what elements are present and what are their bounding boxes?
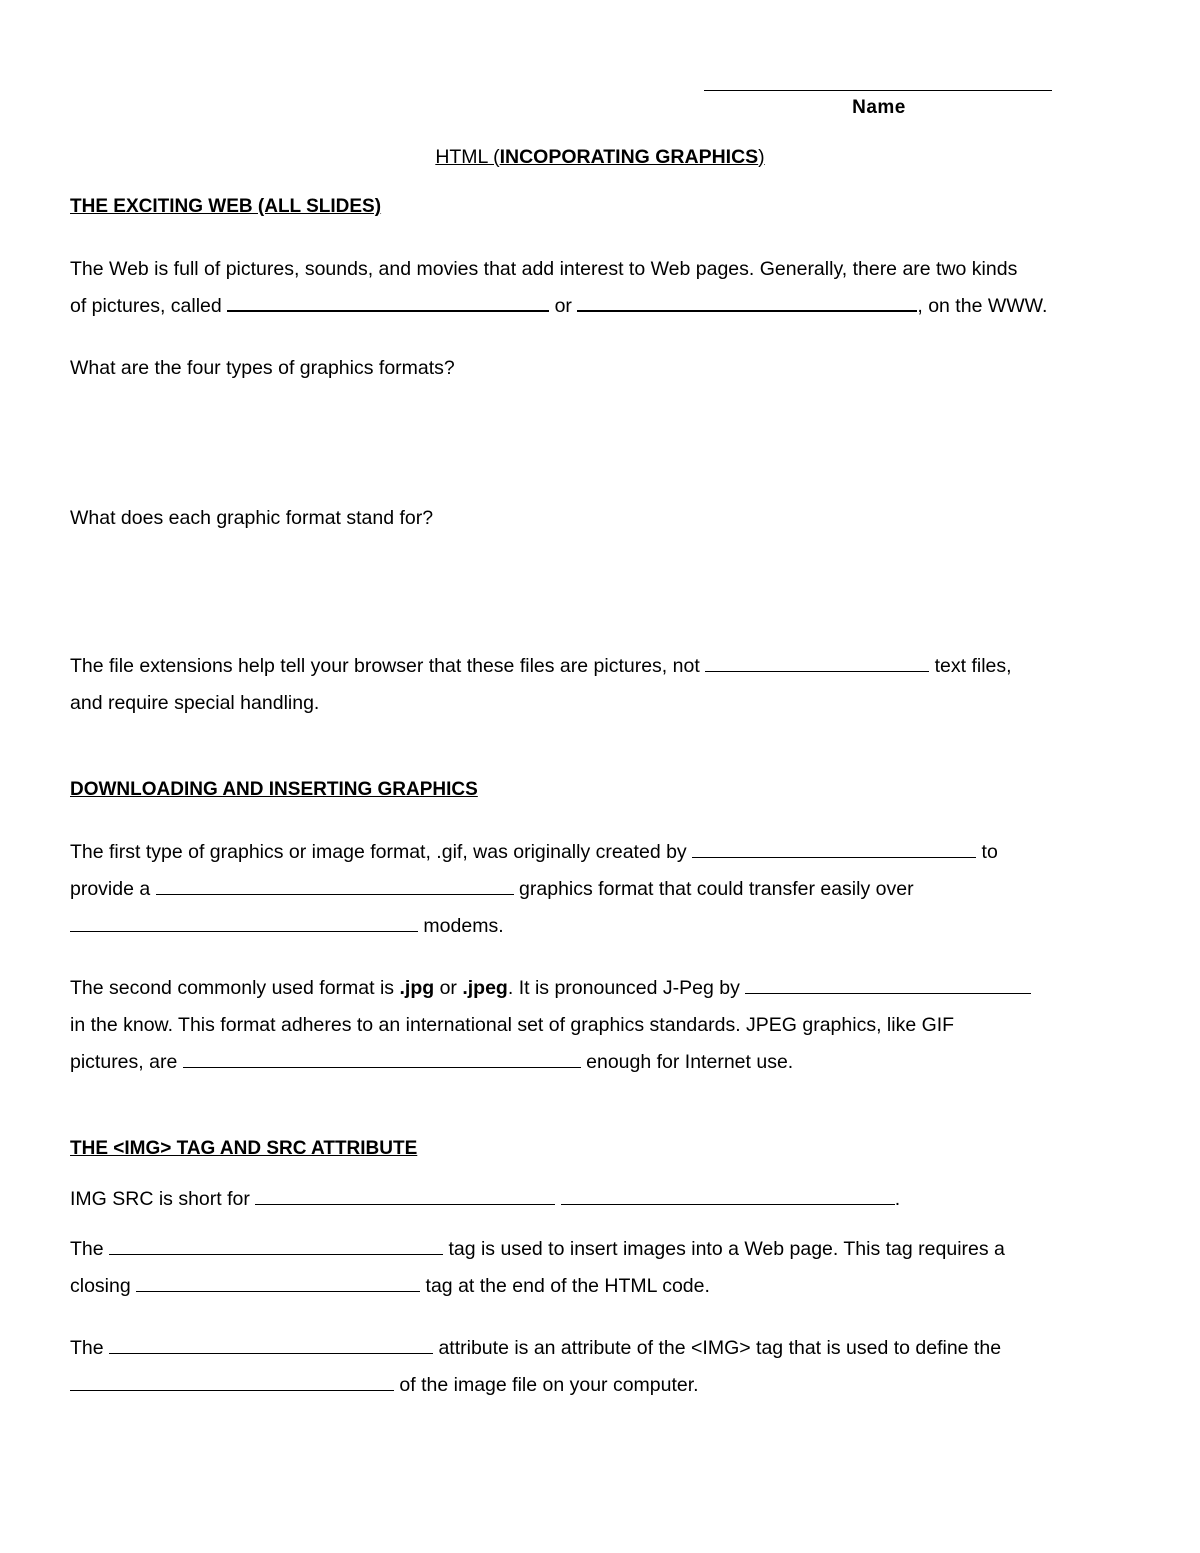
title-suffix: ) <box>758 146 765 168</box>
text-line: and require special handling. <box>70 692 320 714</box>
text-line: IMG SRC is short for . <box>70 1188 901 1210</box>
title-prefix: HTML ( <box>435 146 500 168</box>
answer-blank[interactable] <box>705 654 929 672</box>
title-main: INCOPORATING GRAPHICS <box>499 146 759 168</box>
paragraph-img-tag <box>70 1231 1140 1305</box>
answer-blank[interactable] <box>692 840 976 858</box>
text-line: The second commonly used format is .jpg or .jpeg. It is pronounced J-Peg by <box>70 970 1140 1007</box>
answer-blank[interactable] <box>255 1187 555 1205</box>
answer-blank[interactable] <box>227 293 549 312</box>
answer-blank[interactable] <box>183 1050 581 1068</box>
text-line: of pictures, called or , on the WWW. <box>70 295 1048 317</box>
page-title <box>0 146 1200 169</box>
question-stand-for <box>70 500 1140 537</box>
answer-blank[interactable] <box>577 293 917 312</box>
answer-blank[interactable] <box>70 1373 394 1391</box>
question-text: What does each graphic format stand for? <box>70 507 434 529</box>
question-text: What are the four types of graphics formats? <box>70 357 455 379</box>
answer-blank[interactable] <box>561 1187 895 1205</box>
text-line: modems. <box>70 908 1140 945</box>
paragraph-file-extensions <box>70 648 1140 722</box>
text-line: in the know. This format adheres to an international set of graphics standards. JPEG graphics, like GIF <box>70 1014 955 1036</box>
paragraph-gif <box>70 834 1140 945</box>
answer-blank[interactable] <box>136 1274 420 1292</box>
answer-blank[interactable] <box>70 914 418 932</box>
section-heading-img-tag: THE <IMG> TAG AND SRC ATTRIBUTE <box>70 1138 418 1159</box>
name-block <box>704 78 1054 119</box>
question-four-types <box>70 350 1140 387</box>
text-line: The file extensions help tell your browser that these files are pictures, not text files, <box>70 655 1012 677</box>
section-heading-exciting-web: THE EXCITING WEB (ALL SLIDES) <box>70 196 382 217</box>
name-blank[interactable] <box>704 78 1052 91</box>
text-line: provide a graphics format that could transfer easily over <box>70 878 914 900</box>
section-heading-downloading: DOWNLOADING AND INSERTING GRAPHICS <box>70 779 478 800</box>
text-line: The first type of graphics or image format, .gif, was originally created by to <box>70 841 998 863</box>
paragraph-jpeg <box>70 970 1140 1081</box>
text-line: of the image file on your computer. <box>70 1367 1140 1404</box>
paragraph-src-attribute <box>70 1330 1140 1404</box>
answer-blank[interactable] <box>109 1237 443 1255</box>
text-line: The tag is used to insert images into a Web page. This tag requires a <box>70 1238 1005 1260</box>
answer-blank[interactable] <box>109 1336 433 1354</box>
answer-blank[interactable] <box>156 877 514 895</box>
text-line: closing tag at the end of the HTML code. <box>70 1275 710 1297</box>
name-label: Name <box>852 97 906 118</box>
paragraph-img-src <box>70 1181 1140 1218</box>
text-line: The attribute is an attribute of the <IMG> tag that is used to define the <box>70 1337 1002 1359</box>
text-line: The Web is full of pictures, sounds, and movies that add interest to Web pages. Generally, there are two kinds <box>70 258 1018 280</box>
paragraph-two-kinds <box>70 251 1140 325</box>
text-line: pictures, are enough for Internet use. <box>70 1051 794 1073</box>
answer-blank[interactable] <box>745 976 1031 994</box>
